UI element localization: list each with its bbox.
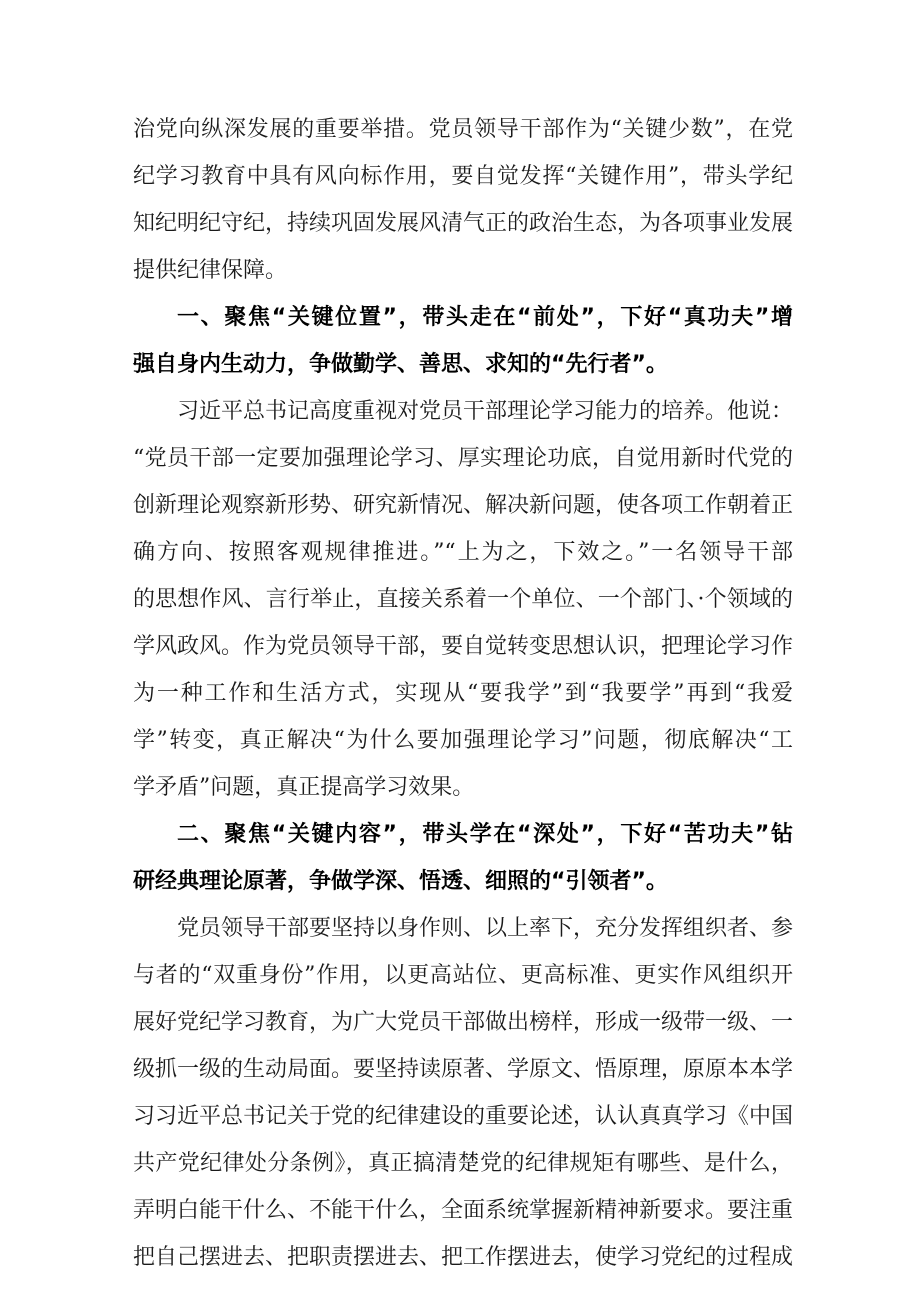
- text-line: 确方向、按照客观规律推进。”“上为之，下效之。”一名领导干部: [133, 540, 793, 565]
- text-line: 与者的“双重身份”作用，以更高站位、更高标准、更实作风组织开: [133, 963, 793, 988]
- text-line: 习习近平总书记关于党的纪律建设的重要论述，认认真真学习《中国: [133, 1104, 794, 1129]
- text-line: 学”转变，真正解决“为什么要加强理论学习”问题，彻底解决“工: [133, 728, 793, 753]
- text-line: 知纪明纪守纪，持续巩固发展风清气正的政治生态，为各项事业发展: [133, 211, 794, 236]
- text-line: 学风政风。作为党员领导干部，要自觉转变思想认识，把理论学习作: [133, 634, 794, 659]
- section-heading-2: 二、聚焦“关键内容”，带头学在“深处”，下好“苦功夫”钻: [177, 822, 793, 847]
- text-line: “党员干部一定要加强理论学习、厚实理论功底，自觉用新时代党的: [133, 446, 793, 471]
- text-line: 治党向纵深发展的重要举措。党员领导干部作为“关键少数”，在党: [133, 117, 793, 142]
- text-line: 纪学习教育中具有风向标作用，要自觉发挥“关键作用”，带头学纪: [133, 164, 793, 189]
- text-line: 级抓一级的生动局面。要坚持读原著、学原文、悟原理，原原本本学: [133, 1057, 794, 1082]
- text-line: 展好党纪学习教育，为广大党员干部做出榜样，形成一级带一级、一: [133, 1010, 794, 1035]
- text-line: 为一种工作和生活方式，实现从“要我学”到“我要学”再到“我爱: [133, 681, 793, 706]
- text-line: 创新理论观察新形势、研究新情况、解决新问题，使各项工作朝着正: [133, 493, 794, 518]
- text-line: 的思想作风、言行举止，直接关系着一个单位、一个部门、·个领域的: [133, 587, 793, 612]
- text-line: 党员领导干部要坚持以身作则、以上率下，充分发挥组织者、参: [177, 916, 794, 941]
- text-line: 学矛盾”问题，真正提高学习效果。: [133, 775, 475, 800]
- text-line: 提供纪律保障。: [133, 258, 288, 283]
- section-heading-1: 一、聚焦“关键位置”，带头走在“前处”，下好“真功夫”增: [177, 305, 793, 330]
- text-line: 习近平总书记高度重视对党员干部理论学习能力的培养。他说：: [177, 399, 794, 424]
- text-line: 把自己摆进去、把职责摆进去、把工作摆进去，使学习党纪的过程成: [133, 1245, 794, 1270]
- text-line: 共产党纪律处分条例》，真正搞清楚党的纪律规矩有哪些、是什么，: [133, 1151, 793, 1176]
- text-line: 弄明白能干什么、不能干什么，全面系统掌握新精神新要求。要注重: [133, 1198, 794, 1223]
- section-heading-1: 强自身内生动力，争做勤学、善思、求知的“先行者”。: [133, 352, 668, 377]
- section-heading-2: 研经典理论原著，争做学深、悟透、细照的“引领者”。: [133, 869, 668, 894]
